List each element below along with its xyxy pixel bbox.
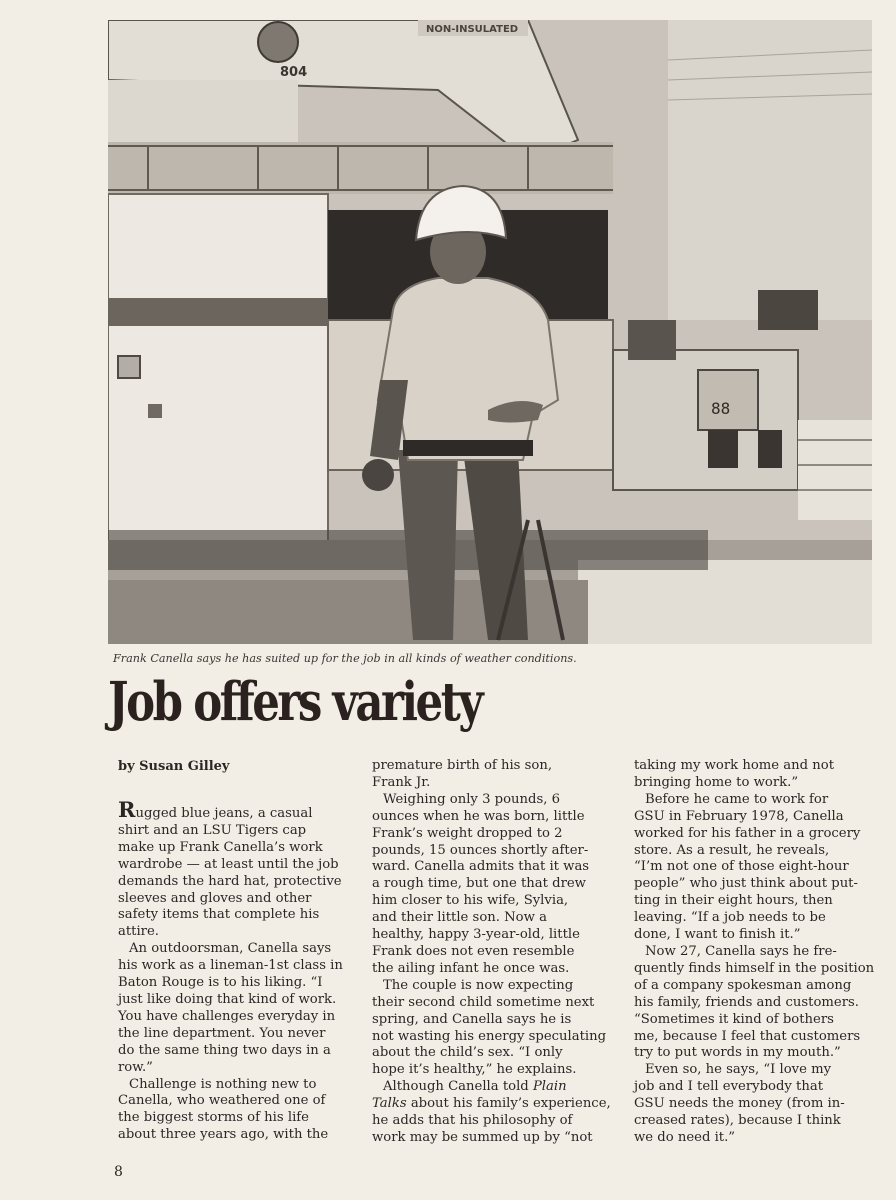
text-line: try to put words in my mouth.”	[634, 1045, 841, 1061]
text-line: about three years ago, with the	[118, 1127, 329, 1143]
text-line: You have challenges everyday in	[118, 1008, 336, 1024]
text-line: creased rates), because I think	[634, 1113, 841, 1129]
text-line: of a company spokesman among	[634, 977, 852, 993]
text-line: about the child’s sex. “I only	[372, 1045, 563, 1061]
text-line: his family, friends and customers.	[634, 994, 859, 1010]
truck-label: NON-INSULATED	[426, 24, 519, 35]
photo-caption: Frank Canella says he has suited up for the job in all kinds of weather conditions.	[113, 652, 577, 665]
text-line: hope it’s healthy,” he explains.	[372, 1062, 577, 1078]
gauge-label: 88	[711, 399, 731, 418]
text-line: Canella, who weathered one of	[118, 1093, 326, 1109]
text-line: the biggest storms of his life	[118, 1110, 309, 1126]
article-column-3	[634, 758, 874, 1147]
text-line: attire.	[118, 924, 159, 940]
text-line: store. As a result, he reveals,	[634, 842, 830, 858]
text-line: Before he came to work for	[645, 791, 829, 807]
text-line: “Sometimes it kind of bothers	[634, 1011, 834, 1027]
drop-cap: R	[118, 797, 136, 822]
text-line: Challenge is nothing new to	[129, 1076, 317, 1092]
text-line: and their little son. Now a	[372, 910, 547, 926]
text-line: work may be summed up by “not	[372, 1129, 593, 1145]
text-line: Weighing only 3 pounds, 6	[383, 791, 561, 807]
text-line: Talks about his family’s experience,	[372, 1096, 611, 1112]
text-line: premature birth of his son,	[372, 758, 553, 773]
text-line: wardrobe — at least until the job	[118, 856, 339, 872]
text-line: just like doing that kind of work.	[118, 991, 337, 1007]
text-line: Frank does not even resemble	[372, 943, 575, 959]
text-line: bringing home to work.”	[634, 774, 799, 790]
text-line: quently finds himself in the position	[634, 960, 875, 976]
article-headline: Job offers variety	[108, 671, 482, 733]
text-line: job and I tell everybody that	[634, 1079, 824, 1095]
text-line: Although Canella told Plain	[383, 1079, 567, 1095]
text-line: ward. Canella admits that it was	[372, 859, 590, 875]
text-line: we do need it.”	[634, 1129, 736, 1145]
article-photo	[108, 20, 872, 644]
text-line: safety items that complete his	[118, 907, 320, 923]
text-line: Baton Rouge is to his liking. “I	[118, 975, 323, 991]
text-line: leaving. “If a job needs to be	[634, 910, 826, 926]
text-line: him closer to his wife, Sylvia,	[372, 893, 569, 909]
text-line: taking my work home and not	[634, 758, 835, 773]
text-line: row.”	[118, 1059, 153, 1075]
text-line: ounces when he was born, little	[372, 808, 585, 824]
text-line: healthy, happy 3-year-old, little	[372, 927, 580, 943]
text-line: spring, and Canella says he is	[372, 1011, 572, 1027]
text-line: demands the hard hat, protective	[118, 873, 342, 889]
text-line: GSU in February 1978, Canella	[634, 808, 844, 824]
text-line: make up Frank Canella’s work	[118, 839, 323, 855]
text-line: their second child sometime next	[372, 994, 595, 1010]
article-column-1	[118, 797, 356, 1144]
text-line: An outdoorsman, Canella says	[129, 941, 332, 957]
text-line: a rough time, but one that drew	[372, 876, 586, 892]
text-line: pounds, 15 ounces shortly after-	[372, 842, 589, 858]
byline: by Susan Gilley	[118, 759, 230, 774]
text-line: the ailing infant he once was.	[372, 960, 570, 976]
text-line: GSU needs the money (from in-	[634, 1096, 845, 1112]
lineman-truck-illustration	[108, 20, 872, 644]
text-line: The couple is now expecting	[383, 977, 574, 993]
text-line: shirt and an LSU Tigers cap	[118, 822, 307, 838]
text-line: his work as a lineman-1st class in	[118, 958, 343, 974]
text-line: worked for his father in a grocery	[634, 825, 861, 841]
text-line: people” who just think about put-	[634, 876, 858, 892]
text-line: Frank’s weight dropped to 2	[372, 825, 563, 841]
text-line: Rugged blue jeans, a casual	[118, 797, 313, 822]
article-column-2	[372, 758, 612, 1147]
text-line: sleeves and gloves and other	[118, 890, 312, 906]
text-line: the line department. You never	[118, 1025, 326, 1041]
text-line: not wasting his energy speculating	[372, 1028, 607, 1044]
text-line: me, because I feel that customers	[634, 1028, 861, 1044]
text-line: he adds that his philosophy of	[372, 1113, 573, 1129]
text-line: Frank Jr.	[372, 774, 431, 790]
text-line: done, I want to finish it.”	[634, 927, 801, 943]
text-line: ting in their eight hours, then	[634, 893, 833, 909]
text-line: Now 27, Canella says he fre-	[645, 943, 837, 959]
text-line: Even so, he says, “I love my	[645, 1062, 832, 1078]
page-number: 8	[114, 1164, 123, 1180]
truck-number: 804	[280, 65, 308, 80]
text-line: do the same thing two days in a	[118, 1042, 331, 1058]
text-line: “I’m not one of those eight-hour	[634, 859, 849, 875]
